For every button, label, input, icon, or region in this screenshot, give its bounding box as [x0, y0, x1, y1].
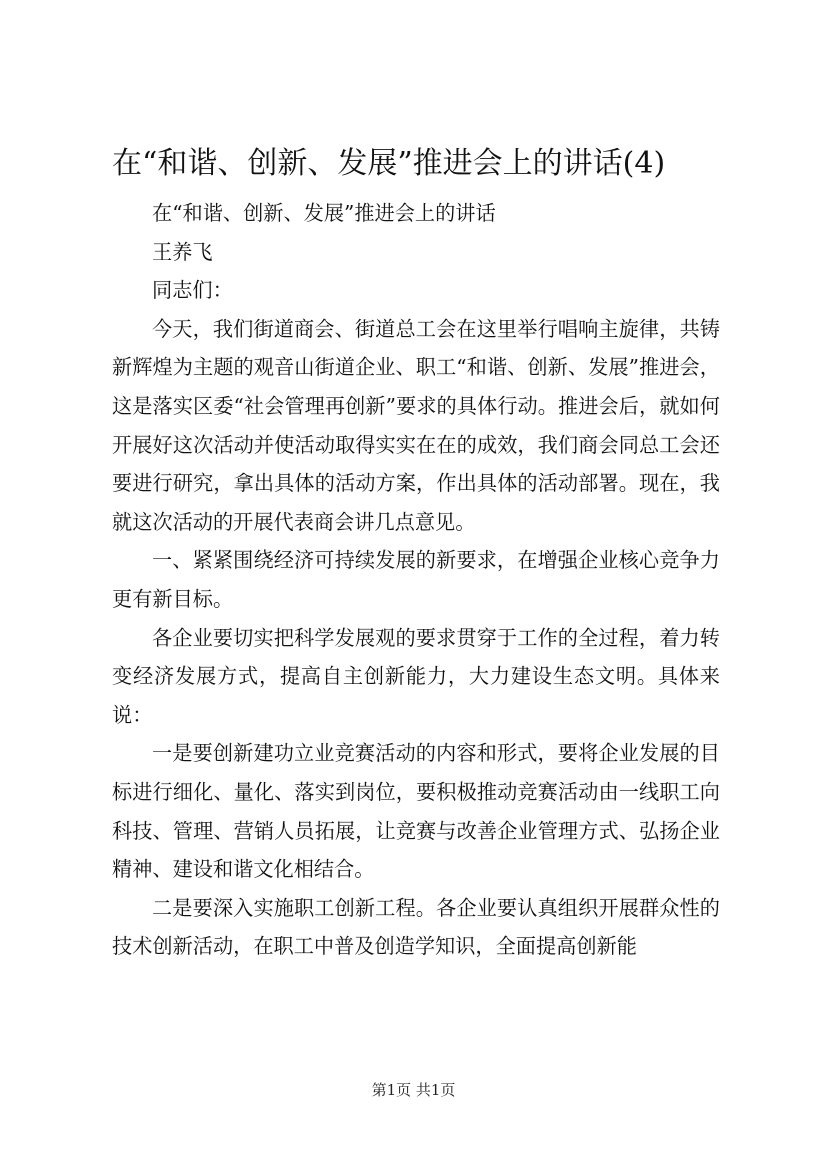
subtitle-paragraph: 在“和谐、创新、发展”推进会上的讲话	[152, 201, 496, 225]
document-title: 在“和谐、创新、发展”推进会上的讲话(4)	[112, 146, 666, 181]
body-paragraph: 一是要创新建功立业竞赛活动的内容和形式，要将企业发展的目标进行细化、量化、落实到岗位，要积极推动竞赛活动由一线职工向科技、管理、营销人员拓展，让竞赛与改善企业管理方式、弘扬企业精神、建设和谐文化相结合。	[112, 741, 720, 882]
page-footer: 第1页 共1页	[371, 1081, 456, 1099]
body-paragraph: 二是要深入实施职工创新工程。各企业要认真组织开展群众性的技术创新活动，在职工中普及创造学知识，全面提高创新能	[112, 895, 720, 959]
body-paragraph: 今天，我们街道商会、街道总工会在这里举行唱响主旋律，共铸新辉煌为主题的观音山街道企业、职工“和谐、创新、发展”推进会，这是落实区委“社会管理再创新”要求的具体行动。推进会后，就如何开展好这次活动并使活动取得实实在在的成效，我们商会同总工会还要进行研究，拿出具体的活动方案，作出具体的活动部署。现在，我就这次活动的开展代表商会讲几点意见。	[112, 316, 720, 534]
author-paragraph: 王养飞	[152, 239, 213, 264]
body-paragraph: 一、紧紧围绕经济可持续发展的新要求，在增强企业核心竞争力更有新目标。	[112, 548, 720, 611]
body-paragraph: 各企业要切实把科学发展观的要求贯穿于工作的全过程，着力转变经济发展方式，提高自主创新能力，大力建设生态文明。具体来说：	[112, 625, 720, 727]
document-body	[112, 194, 720, 966]
salutation-paragraph: 同志们：	[152, 278, 233, 303]
